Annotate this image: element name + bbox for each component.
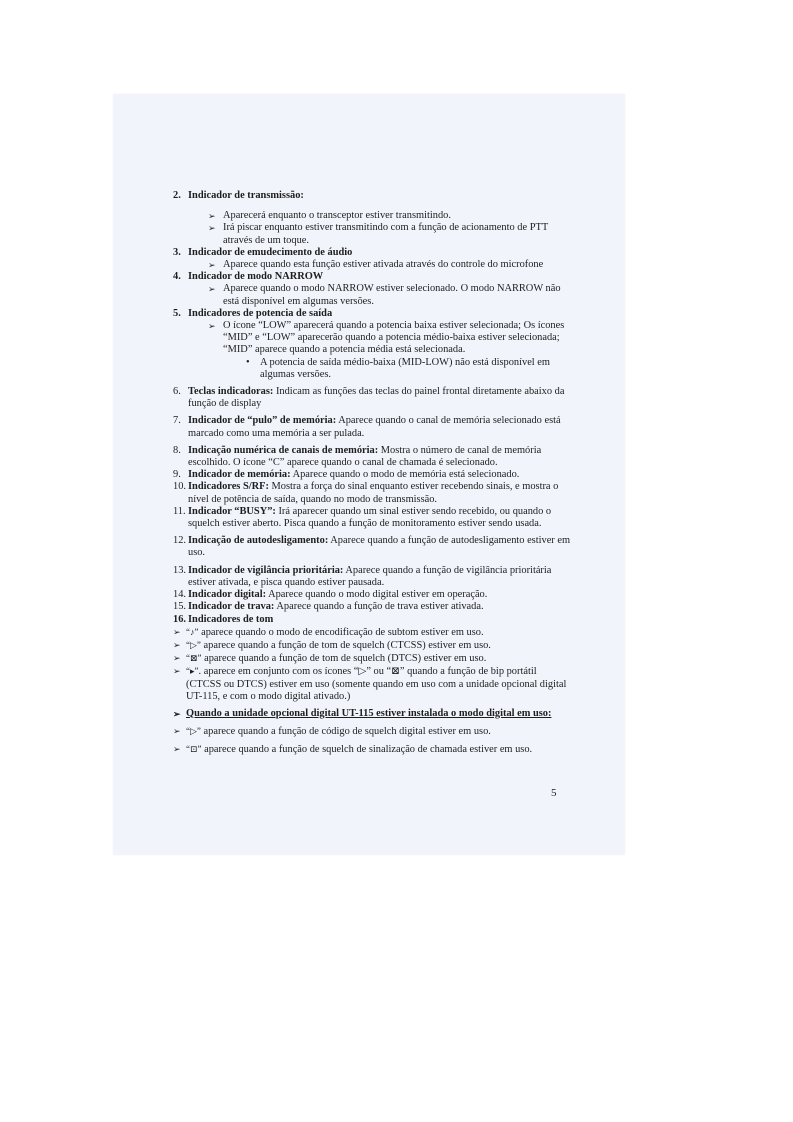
item-11: [173, 506, 571, 530]
arrow-bullet-icon: ➢: [173, 639, 181, 650]
bullet: [173, 320, 571, 357]
item-8: [173, 445, 571, 469]
call-sign-squelch-icon: “⊡”: [186, 744, 202, 755]
item-number: 15.: [173, 601, 186, 613]
bullet-text: Aparecerá enquanto o transceptor estiver transmitindo.: [223, 210, 451, 222]
bullet: [173, 259, 571, 271]
item-9: [173, 469, 571, 481]
arrow-bullet-icon: ➢: [173, 666, 181, 677]
item-text: Aparece quando o modo de memória está selecionado.: [290, 469, 520, 481]
item-text: Mostra a força do sinal enquanto estiver recebendo sinais, e mostra o nível de potência de saída, quando no modo de transmissão.: [188, 481, 559, 505]
item-number: 10.: [173, 481, 186, 493]
item-text: Aparece quando o modo digital estiver em operação.: [266, 589, 488, 601]
item-number: 16.: [173, 613, 186, 625]
page-number: 5: [551, 787, 557, 799]
bullet-text: aparece quando a função de tom de squelch (DTCS) estiver em uso.: [201, 653, 487, 665]
item-text: Irá aparecer quando um sinal estiver sendo recebido, ou quando o squelch estiver aberto. Pisca quando a função de monitoramento estiver sendo usada.: [188, 505, 552, 530]
arrow-bullet-icon: ➢: [173, 726, 181, 737]
item-number: 4.: [173, 271, 181, 283]
item-number: 5.: [173, 307, 181, 319]
item-title: Indicador “BUSY”:: [188, 505, 276, 517]
bullet: [173, 222, 571, 246]
item-title: Indicação numérica de canais de memória:: [188, 444, 379, 456]
bullet-text: aparece quando o modo de encodificação de subtom estiver em uso.: [198, 626, 484, 638]
dtcs-icon: “⊠”: [186, 653, 202, 664]
item-title: Indicador de vigilância prioritária:: [188, 564, 344, 576]
arrow-bullet-icon: ➢: [173, 653, 181, 664]
bullet-text: A potencia de saída médio-baixa (MID-LOW) não está disponível em algumas versões.: [260, 356, 550, 380]
item-number: 8.: [173, 444, 181, 456]
bullet-text: Aparece quando o modo NARROW estiver selecionado. O modo NARROW não está disponível em algumas versões.: [223, 283, 561, 307]
item-title: Indicador de “pulo” de memória:: [188, 415, 337, 427]
item-number: 12.: [173, 535, 186, 547]
bullet: [173, 283, 571, 307]
item-text: Aparece quando o canal de memória selecionado está marcado como uma memória a ser pulada.: [188, 415, 561, 439]
arrow-bullet-icon: ➢: [208, 321, 216, 332]
scanned-page: [113, 94, 625, 855]
bullet-text: Irá piscar enquanto estiver transmitindo com a função de acionamento de PTT através de um toque.: [223, 222, 548, 246]
item-number: 13.: [173, 564, 186, 576]
item-title: Indicador digital:: [188, 589, 267, 601]
item-3: [173, 247, 571, 259]
item-14: [173, 589, 571, 601]
subtone-icon: “♪”: [186, 626, 199, 637]
digital-squelch-icon: “▷”: [186, 726, 201, 737]
tone-bullet: [173, 652, 571, 665]
item-title: Indicador de transmissão:: [188, 190, 304, 201]
arrow-bullet-icon: ➢: [208, 260, 216, 271]
pocket-beep-icon: “▸”: [186, 666, 199, 677]
item-text: Aparece quando a função de trava estiver ativada.: [274, 601, 484, 613]
bullet-text: O ícone “LOW” aparecerá quando a potencia baixa estiver selecionada; Os ícones “MID” e “LOW” aparecerão quando a potencia médio-baixa estiver selecionada; “MID” aparece quando a potencia média está selecionada.: [223, 320, 565, 356]
bullet: [173, 210, 571, 222]
arrow-bullet-icon: ➢: [208, 223, 216, 234]
digital-heading-text: Quando a unidade opcional digital UT-115 estiver instalada o modo digital em uso:: [186, 707, 552, 719]
arrow-bullet-icon: ➢: [173, 744, 181, 755]
item-title: Indicadores de potencia de saída: [188, 307, 333, 319]
item-number: 9.: [173, 469, 181, 481]
item-text: Aparece quando a função de autodesligamento estiver em uso.: [188, 535, 571, 559]
ctcss-icon: “▷”: [186, 639, 201, 650]
item-6: [173, 386, 571, 410]
item-title: Indicador de trava:: [188, 601, 275, 613]
item-10: [173, 481, 571, 505]
item-12: [173, 535, 571, 559]
item-2: [173, 190, 571, 202]
digital-bullet: [173, 725, 571, 738]
arrow-bullet-icon: ➢: [173, 626, 181, 637]
item-7: [173, 415, 571, 439]
item-text: Mostra o número de canal de memória escolhido. O ícone “C” aparece quando o canal de chamada é selecionado.: [188, 444, 542, 469]
item-number: 11.: [173, 505, 186, 517]
item-4: [173, 271, 571, 283]
item-title: Indicador de memória:: [188, 469, 291, 481]
digital-heading: [173, 708, 571, 720]
item-title: Indicador de emudecimento de áudio: [188, 246, 353, 258]
tone-bullet: [173, 639, 571, 652]
digital-bullet: [173, 743, 571, 756]
item-title: Indicadores S/RF:: [188, 481, 269, 493]
item-15: [173, 601, 571, 613]
dot-bullet-icon: •: [246, 356, 250, 368]
item-16: [173, 614, 571, 626]
item-title: Indicação de autodesligamento:: [188, 535, 329, 547]
bullet-text: Aparece quando esta função estiver ativada através do controle do microfone: [223, 259, 544, 271]
item-text: Indicam as funções das teclas do painel frontal diretamente abaixo da função de display: [188, 386, 565, 410]
item-title: Indicador de modo NARROW: [188, 271, 324, 283]
item-number: 2.: [173, 190, 181, 201]
item-title: Indicadores de tom: [188, 613, 274, 625]
arrow-bullet-icon: ➢: [208, 211, 216, 222]
bullet-text: . aparece em conjunto com os ícones “▷” ou “⊠” quando a função de bip portátil (CTCSS ou DTCS) estiver em uso (somente quando em uso com a unidade opcional digital UT-115, e com o modo digital ativado.): [186, 666, 567, 702]
item-number: 14.: [173, 589, 186, 601]
bullet-text: aparece quando a função de squelch de sinalização de chamada estiver em uso.: [201, 744, 533, 756]
bullet-text: aparece quando a função de tom de squelch (CTCSS) estiver em uso.: [200, 639, 491, 651]
item-number: 7.: [173, 415, 181, 427]
item-number: 6.: [173, 386, 181, 398]
item-5: [173, 308, 571, 320]
arrow-bullet-icon: ➢: [173, 708, 181, 719]
item-number: 3.: [173, 246, 181, 258]
item-13: [173, 565, 571, 589]
item-text: Aparece quando a função de vigilância prioritária estiver ativada, e pisca quando estiver pausada.: [188, 564, 552, 588]
tone-bullet: [173, 626, 571, 639]
item-title: Teclas indicadoras:: [188, 386, 274, 398]
arrow-bullet-icon: ➢: [208, 284, 216, 295]
tone-bullet: [173, 665, 571, 703]
page-content: [173, 190, 571, 757]
sub-bullet: [173, 357, 571, 381]
bullet-text: aparece quando a função de código de squelch digital estiver em uso.: [200, 726, 491, 738]
